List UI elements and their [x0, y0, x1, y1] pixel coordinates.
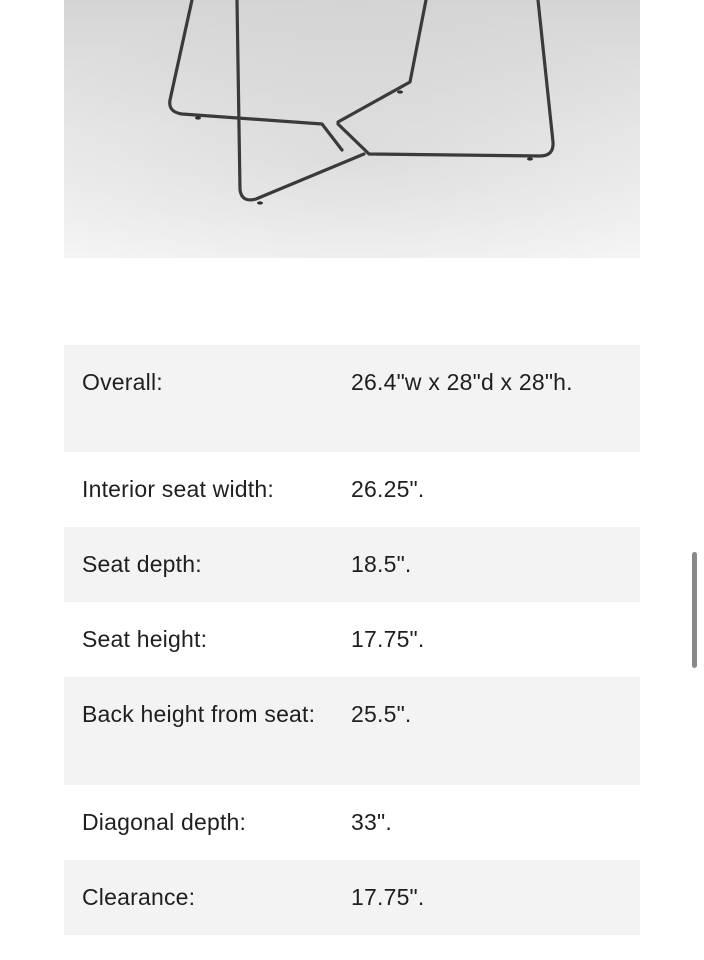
chair-photo	[64, 0, 640, 258]
spec-row-interior-seat-width	[64, 452, 640, 527]
spec-row-seat-height	[64, 602, 640, 677]
dimensions-table	[64, 345, 640, 935]
spec-row-seat-depth	[64, 527, 640, 602]
spec-value: 25.5".	[351, 701, 412, 727]
spec-row-clearance	[64, 860, 640, 935]
spec-value: 17.75".	[351, 884, 425, 910]
spec-value: 33".	[351, 809, 392, 835]
spec-value: 17.75".	[351, 626, 425, 652]
spec-row-overall	[64, 345, 640, 452]
scrollbar-thumb[interactable]	[692, 552, 697, 668]
spec-row-back-height	[64, 677, 640, 785]
spec-label: Diagonal depth:	[82, 809, 247, 835]
product-image	[64, 0, 640, 258]
spec-row-diagonal-depth	[64, 785, 640, 860]
spec-value: 26.4"w x 28"d x 28"h.	[351, 369, 573, 395]
spec-label: Seat height:	[82, 626, 208, 652]
spec-label: Interior seat width:	[82, 476, 274, 502]
spec-label: Back height from seat:	[82, 701, 316, 727]
spec-label: Clearance:	[82, 884, 196, 910]
spec-label: Seat depth:	[82, 551, 202, 577]
spec-label: Overall:	[82, 369, 163, 395]
spec-value: 26.25".	[351, 476, 425, 502]
spec-value: 18.5".	[351, 551, 412, 577]
